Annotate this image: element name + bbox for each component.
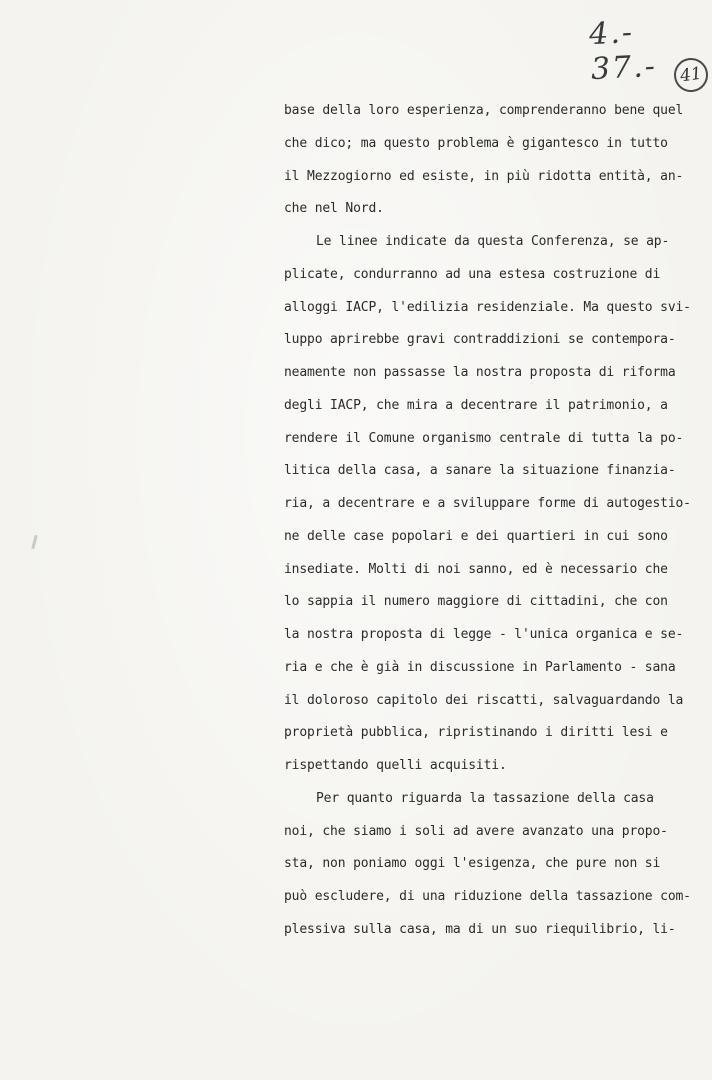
paragraph-start-line: Per quanto riguarda la tassazione della casa xyxy=(316,790,654,806)
text-line: ne delle case popolari e dei quartieri in cui sono xyxy=(284,528,668,544)
text-line: ria, a decentrare e a sviluppare forme di autogestio- xyxy=(284,496,691,511)
text-line: il Mezzogiorno ed esiste, in più ridotta entità, an- xyxy=(284,168,684,184)
text-line: degli IACP, che mira a decentrare il patrimonio, a xyxy=(284,397,668,413)
text-line: rispettando quelli acquisiti. xyxy=(284,758,507,773)
text-line: litica della casa, a sanare la situazione finanzia- xyxy=(284,463,676,479)
text-line: che nel Nord. xyxy=(284,201,384,217)
text-line: alloggi IACP, l'edilizia residenziale. Ma questo svi- xyxy=(284,299,691,315)
text-line: ria e che è già in discussione in Parlamento - sana xyxy=(284,659,676,675)
handwritten-page-number: 4.- 37.- xyxy=(588,14,658,88)
text-line: che dico; ma questo problema è gigantesco in tutto xyxy=(284,135,668,151)
typewritten-text-body xyxy=(284,100,694,952)
text-line: il doloroso capitolo dei riscatti, salvaguardando la xyxy=(284,692,684,708)
text-line: noi, che siamo i soli ad avere avanzato una propo- xyxy=(284,823,668,839)
margin-mark xyxy=(31,535,38,549)
text-line: base della loro esperienza, comprenderanno bene quel xyxy=(284,103,684,118)
text-line: insediate. Molti di noi sanno, ed è necessario che xyxy=(284,561,668,577)
text-line: plicate, condurranno ad una estesa costruzione di xyxy=(284,266,661,282)
circled-folio-number: 41 xyxy=(672,56,710,94)
text-line: può escludere, di una riduzione della tassazione com- xyxy=(284,889,691,904)
text-line: rendere il Comune organismo centrale di tutta la po- xyxy=(284,430,684,446)
text-line: la nostra proposta di legge - l'unica organica e se- xyxy=(284,627,684,642)
text-line: lo sappia il numero maggiore di cittadini, che con xyxy=(284,594,668,610)
text-line: luppo aprirebbe gravi contraddizioni se contempora- xyxy=(284,332,676,348)
text-line: neamente non passasse la nostra proposta di riforma xyxy=(284,365,676,380)
text-line: proprietà pubblica, ripristinando i diritti lesi e xyxy=(284,725,668,741)
text-line: plessiva sulla casa, ma di un suo riequilibrio, li- xyxy=(284,921,676,937)
text-line: sta, non poniamo oggi l'esigenza, che pure non si xyxy=(284,856,661,872)
paragraph-start-line: Le linee indicate da questa Conferenza, se ap- xyxy=(316,234,670,249)
